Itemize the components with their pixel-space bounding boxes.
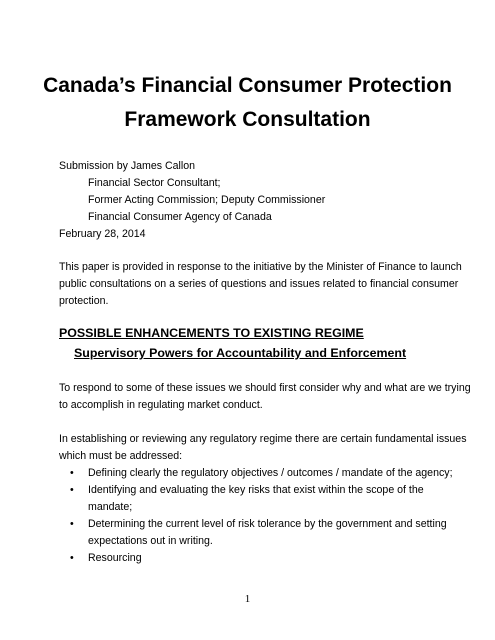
paragraph-line: In establishing or reviewing any regulatory regime there are certain fundamental issues <box>59 433 467 445</box>
submission-role: Financial Sector Consultant; <box>88 177 221 189</box>
intro-paragraph-line: public consultations on a series of questions and issues related to financial consumer <box>59 278 459 290</box>
submission-date: February 28, 2014 <box>59 228 146 240</box>
paragraph-line: which must be addressed: <box>59 450 183 462</box>
bullet-item-text: Identifying and evaluating the key risks that exist within the scope of the <box>88 484 424 496</box>
subsection-heading: Supervisory Powers for Accountability and Enforcement <box>74 346 407 360</box>
bullet-marker: • <box>70 484 74 496</box>
intro-paragraph-line: This paper is provided in response to the initiative by the Minister of Finance to launch <box>59 261 462 273</box>
intro-paragraph-line: protection. <box>59 295 109 307</box>
bullet-item-text: Defining clearly the regulatory objectives / outcomes / mandate of the agency; <box>88 467 453 479</box>
document-title-line-2: Framework Consultation <box>124 108 371 131</box>
bullet-item-text: mandate; <box>88 501 133 513</box>
section-heading: POSSIBLE ENHANCEMENTS TO EXISTING REGIME <box>59 326 364 340</box>
bullet-item-text: Determining the current level of risk tolerance by the government and setting <box>88 518 447 530</box>
paragraph-line: To respond to some of these issues we should first consider why and what are we trying <box>59 382 471 394</box>
submission-role: Financial Consumer Agency of Canada <box>88 211 272 223</box>
page-number: 1 <box>244 593 251 605</box>
submission-role: Former Acting Commission; Deputy Commissioner <box>88 194 326 206</box>
bullet-marker: • <box>70 467 74 479</box>
bullet-marker: • <box>70 552 74 564</box>
bullet-marker: • <box>70 518 74 530</box>
paragraph-line: to accomplish in regulating market conduct. <box>59 399 263 411</box>
submission-author: Submission by James Callon <box>59 160 196 172</box>
document-title-line-1: Canada’s Financial Consumer Protection <box>43 74 452 97</box>
bullet-item-text: Resourcing <box>88 552 142 564</box>
bullet-item-text: expectations out in writing. <box>88 535 213 547</box>
